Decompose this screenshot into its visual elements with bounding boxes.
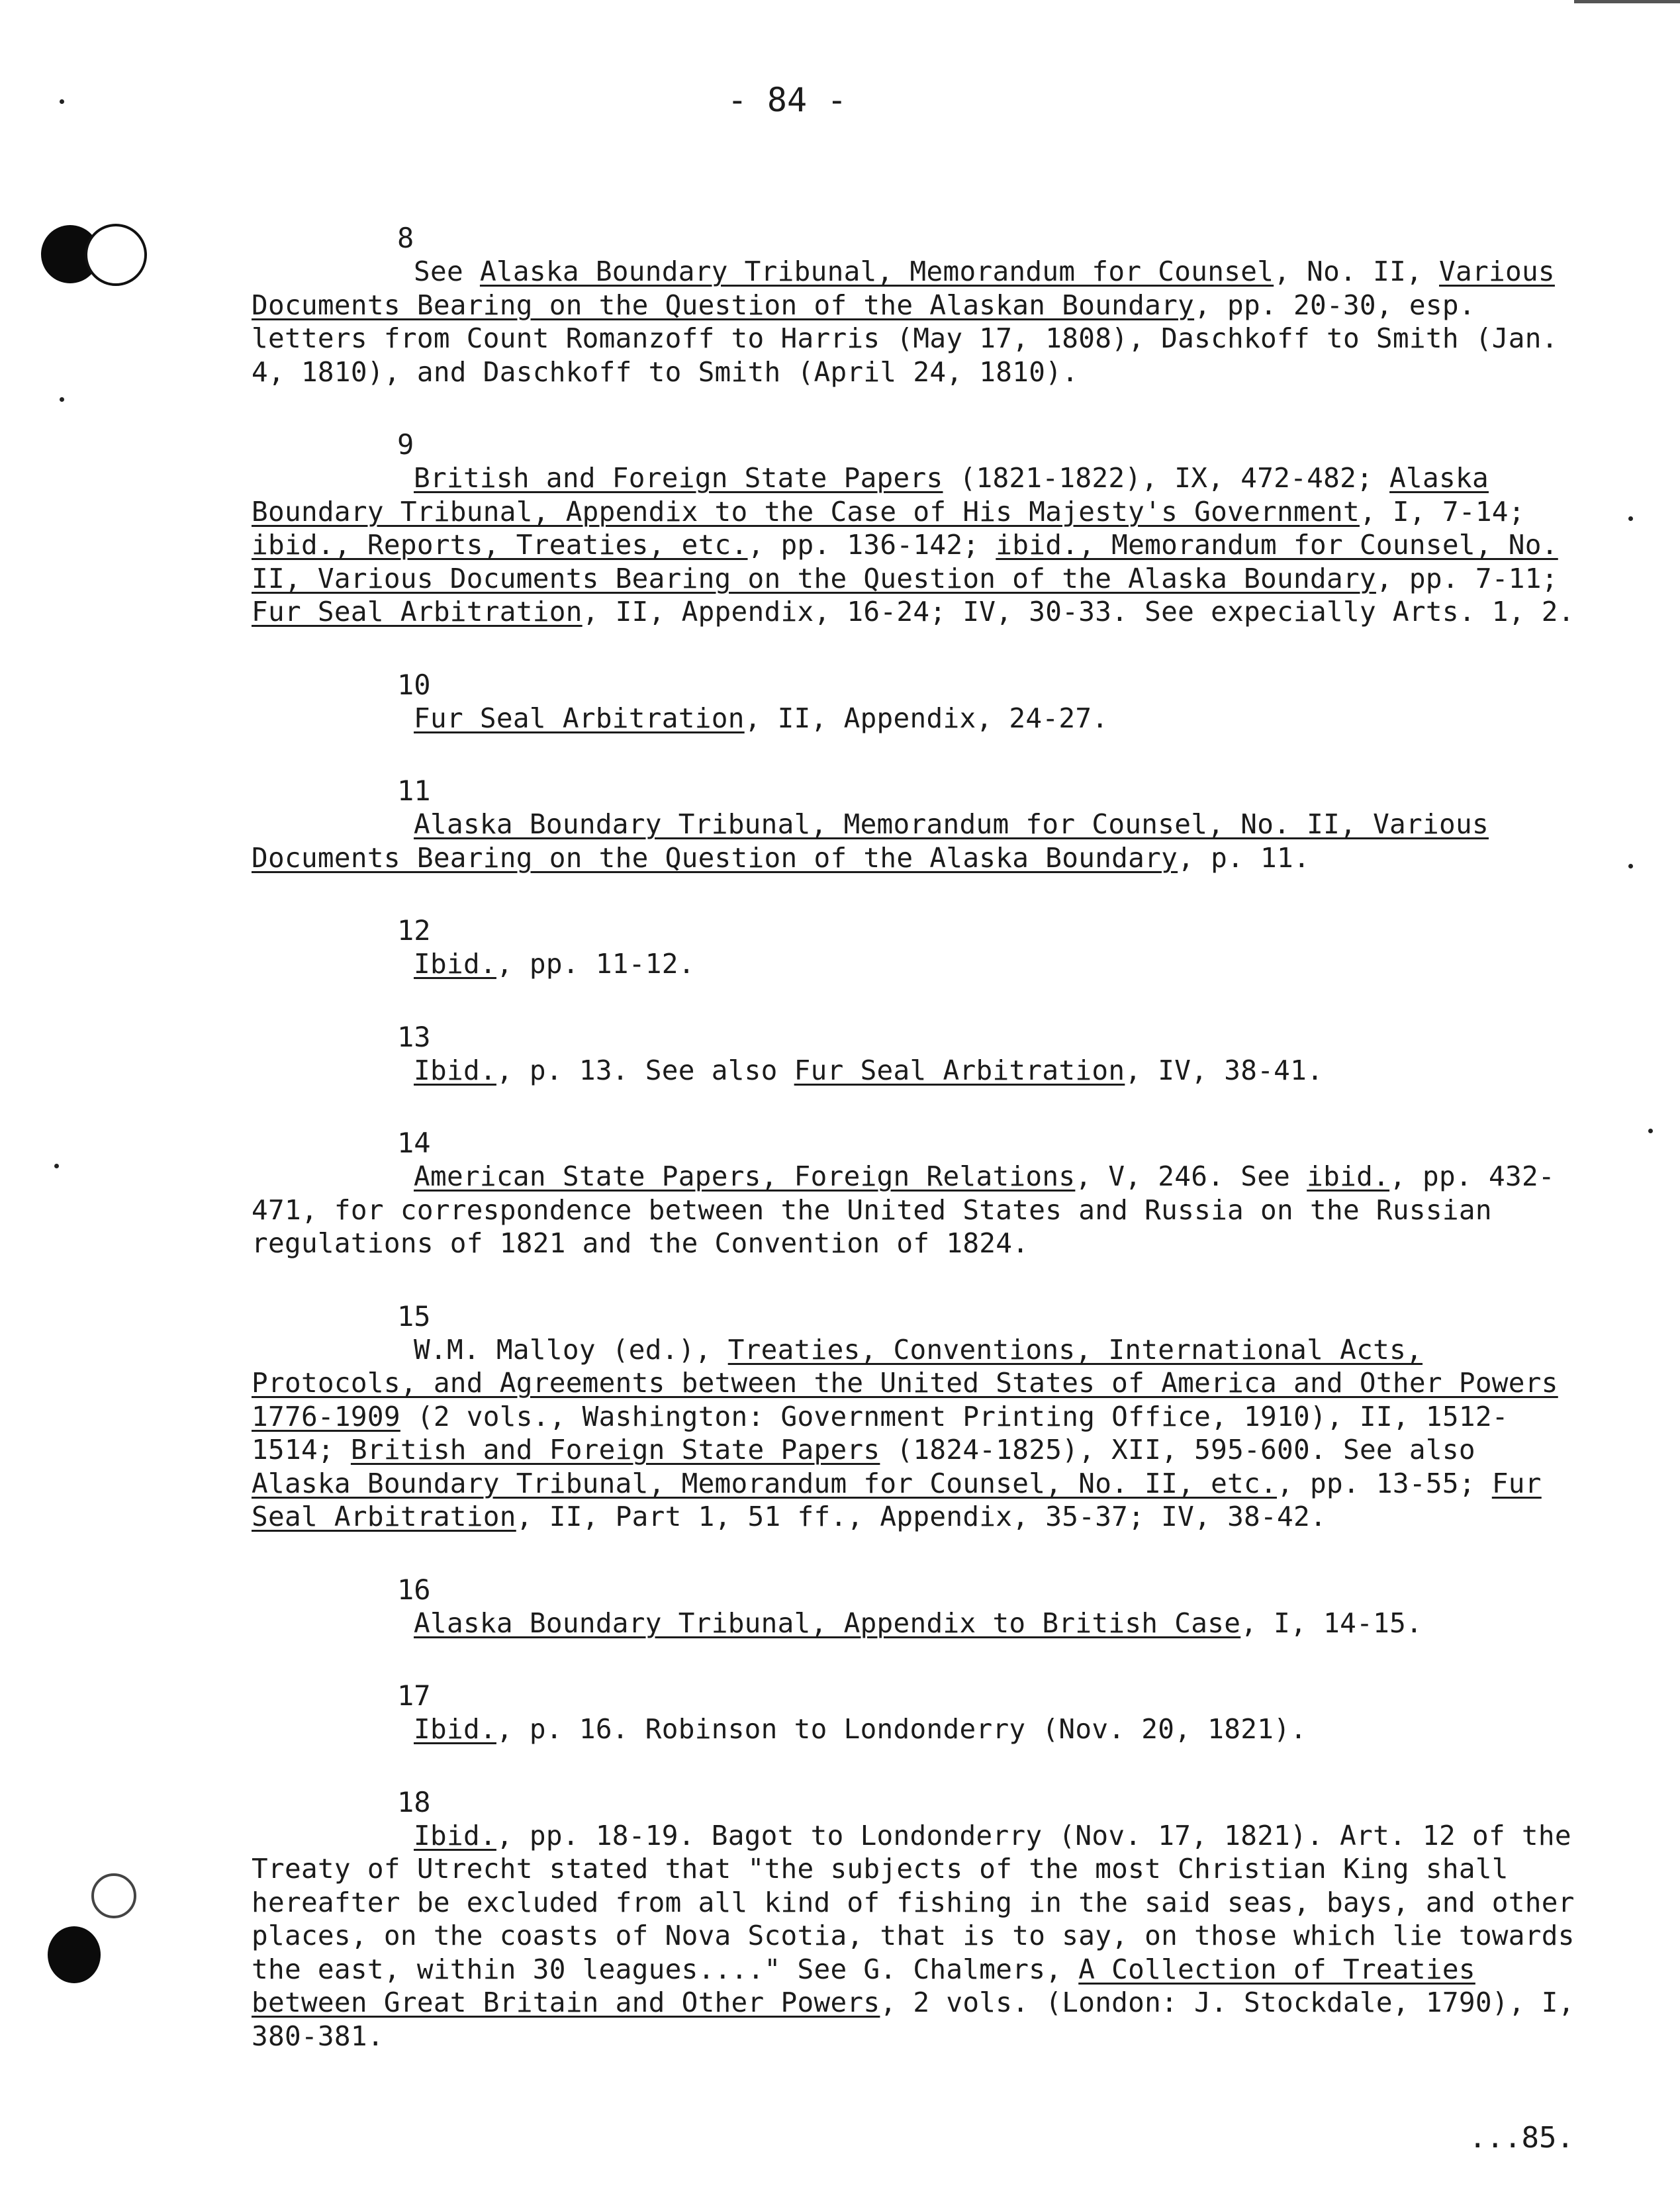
footnote-text	[252, 808, 1575, 874]
citation-text: (1821-1822), IX, 472-482;	[943, 462, 1390, 494]
footnote-text	[252, 1607, 1575, 1640]
footnote	[252, 1573, 1575, 1640]
citation-text: , No. II,	[1274, 256, 1440, 287]
citation-text: , I, 7-14;	[1359, 495, 1525, 528]
citation-text: W.M. Malloy (ed.),	[414, 1333, 728, 1366]
page-speck	[54, 1164, 59, 1168]
cited-title: ibid.	[1307, 1160, 1390, 1192]
citation-text: , II, Appendix, 16-24; IV, 30-33. See expecially Arts. 1, 2.	[582, 596, 1575, 628]
cited-title: Alaska Boundary Tribunal, Memorandum for Counsel, No. II, Various Documents Bearing on the Question of the Alaska Boundary	[252, 808, 1489, 874]
footnote-text	[252, 1054, 1575, 1088]
footnote-text	[252, 255, 1575, 389]
page-speck	[60, 397, 64, 402]
citation-text: , pp. 18-19. Bagot to Londonderry (Nov. 17, 1821). Art. 12 of the Treaty of Utrecht stated that "the subjects of the most Christian King shall hereafter be excluded from all kind of fishing in the said seas, bays, and other places, on the coasts of Nova Scotia, that is to say, on those which lie towards the east, within 30 leagues...." See G. Chalmers,	[252, 1819, 1575, 1985]
footnote	[252, 669, 1575, 735]
footnote-number: 13	[397, 1020, 431, 1053]
cited-title: American State Papers, Foreign Relations	[414, 1160, 1076, 1192]
citation-text: , pp. 7-11;	[1376, 562, 1558, 594]
citation-text: , II, Part 1, 51 ff., Appendix, 35-37; IV, 38-42.	[516, 1501, 1327, 1532]
footnote	[252, 428, 1575, 629]
binder-hole-top-ring	[85, 224, 147, 286]
citation-text: , pp. 13-55;	[1277, 1467, 1492, 1499]
footnote-number: 8	[397, 222, 414, 254]
footnote	[252, 222, 1575, 389]
footnote	[252, 1021, 1575, 1088]
cited-title: Alaska Boundary Tribunal, Appendix to the Case of His Majesty's Government	[252, 462, 1489, 528]
cited-title: Various Documents Bearing on the Question of the Alaskan Boundary	[252, 256, 1555, 321]
citation-text: , IV, 38-41.	[1125, 1054, 1324, 1086]
cited-title: British and Foreign State Papers	[350, 1434, 880, 1466]
binder-hole-bottom	[48, 1926, 101, 1983]
footnote-number: 11	[397, 774, 431, 807]
footnote-number: 17	[397, 1679, 431, 1712]
cited-title: Fur Seal Arbitration	[414, 702, 745, 734]
cited-title: ibid., Memorandum for Counsel, No. II, Various Documents Bearing on the Question of the Alaska Boundary	[252, 529, 1558, 594]
footnote	[252, 774, 1575, 874]
citation-text: , V, 246. See	[1075, 1160, 1307, 1192]
footnote	[252, 1679, 1575, 1746]
citation-text: , pp. 11-12.	[496, 948, 695, 980]
continued-marker: ...85.	[1469, 2121, 1574, 2155]
footnote	[252, 1127, 1575, 1260]
citation-text: See	[414, 256, 480, 287]
cited-title: Ibid.	[414, 1713, 496, 1745]
cited-title: Alaska Boundary Tribunal, Memorandum for Counsel, No. II, etc.	[252, 1467, 1278, 1499]
footnote-number: 9	[397, 428, 414, 461]
citation-text: , pp. 136-142;	[747, 529, 996, 561]
footnote-text	[252, 1160, 1575, 1260]
cited-title: A Collection of Treaties between Great Britain and Other Powers	[252, 1953, 1475, 2018]
citation-text: (2 vols., Washington: Government Printing Office, 1910), II, 1512-1514;	[252, 1400, 1509, 1466]
footnote	[252, 914, 1575, 981]
top-edge-rule	[1574, 0, 1680, 3]
citation-text: , p. 13. See also	[496, 1054, 794, 1086]
footnotes-list	[252, 222, 1575, 2092]
cited-title: Fur Seal Arbitration	[794, 1054, 1125, 1086]
cited-title: ibid., Reports, Treaties, etc.	[252, 529, 748, 561]
citation-text: , 2 vols. (London: J. Stockdale, 1790), I, 380-381.	[252, 1987, 1575, 2052]
footnote-text	[252, 1819, 1575, 2053]
citation-text: , II, Appendix, 24-27.	[744, 702, 1109, 734]
citation-text: (1824-1825), XII, 595-600. See also	[880, 1434, 1475, 1466]
footnote-number: 12	[397, 914, 431, 947]
page-number: - 84 -	[727, 81, 847, 119]
footnote-number: 14	[397, 1127, 431, 1159]
cited-title: Ibid.	[414, 948, 496, 980]
page-speck	[1648, 1129, 1653, 1133]
cited-title: Fur Seal Arbitration	[252, 596, 583, 628]
footnote	[252, 1786, 1575, 2053]
footnote-text	[252, 461, 1575, 629]
citation-text: , p. 11.	[1178, 841, 1310, 874]
footnote-number: 18	[397, 1785, 431, 1818]
binder-hole-bottom-ring	[91, 1873, 136, 1918]
page-speck	[1628, 516, 1633, 521]
footnote-number: 16	[397, 1573, 431, 1606]
citation-text: , pp. 20-30, esp. letters from Count Romanzoff to Harris (May 17, 1808), Daschkoff to Smith (Jan. 4, 1810), and Daschkoff to Smith (April 24, 1810).	[252, 289, 1558, 388]
citation-text: , p. 16. Robinson to Londonderry (Nov. 20, 1821).	[496, 1713, 1307, 1745]
footnote-text	[252, 1333, 1575, 1534]
page-speck	[1628, 864, 1633, 868]
footnote-number: 15	[397, 1299, 431, 1333]
footnote-number: 10	[397, 668, 431, 701]
footnote	[252, 1300, 1575, 1534]
cited-title: Treaties, Conventions, International Acts, Protocols, and Agreements between the United States of America and Other Powers 1776-1909	[252, 1333, 1558, 1432]
cited-title: Fur Seal Arbitration	[252, 1467, 1542, 1532]
cited-title: British and Foreign State Papers	[414, 462, 943, 494]
cited-title: Alaska Boundary Tribunal, Appendix to British Case	[414, 1607, 1241, 1639]
citation-text: , I, 14-15.	[1240, 1607, 1423, 1639]
cited-title: Ibid.	[414, 1819, 496, 1851]
footnote-text	[252, 702, 1575, 735]
cited-title: Ibid.	[414, 1054, 496, 1086]
footnote-text	[252, 1712, 1575, 1746]
footnote-text	[252, 947, 1575, 981]
cited-title: Alaska Boundary Tribunal, Memorandum for Counsel	[479, 256, 1274, 287]
citation-text: , pp. 432-471, for correspondence between the United States and Russia on the Russian regulations of 1821 and the Convention of 1824.	[252, 1160, 1555, 1259]
